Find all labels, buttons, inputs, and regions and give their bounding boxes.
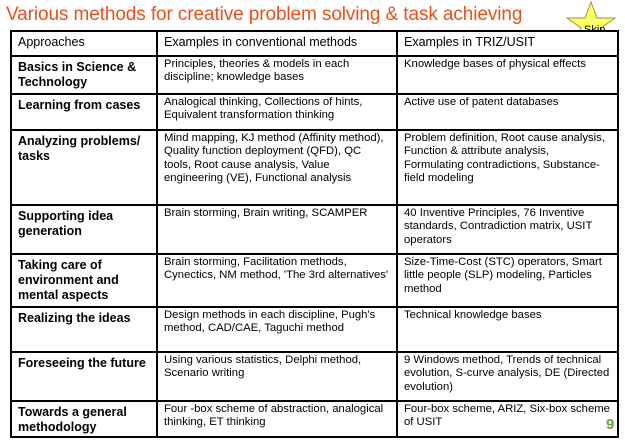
table-row <box>11 352 618 401</box>
approach-cell: Taking care of environment and mental aspects <box>11 254 157 307</box>
page-number: 9 <box>606 416 615 433</box>
conventional-cell: Brain storming, Brain writing, SCAMPER <box>157 205 397 254</box>
triz-usit-cell: Knowledge bases of physical effects <box>397 56 618 94</box>
slide-title: Various methods for creative problem solving & task achieving <box>6 4 523 25</box>
conventional-cell: Four -box scheme of abstraction, analogical thinking, ET thinking <box>157 401 397 437</box>
methods-table <box>10 30 619 438</box>
triz-usit-cell: Four-box scheme, ARIZ, Six-box scheme of USIT <box>397 401 618 437</box>
conventional-cell: Analogical thinking, Collections of hints, Equivalent transformation thinking <box>157 94 397 130</box>
triz-usit-cell: 9 Windows method, Trends of technical evolution, S-curve analysis, DE (Directed evolution) <box>397 352 618 401</box>
table-row <box>11 254 618 307</box>
approach-cell: Supporting idea generation <box>11 205 157 254</box>
triz-usit-cell: Active use of patent databases <box>397 94 618 130</box>
conventional-cell: Brain storming, Facilitation methods, Cynectics, NM method, 'The 3rd alternatives' <box>157 254 397 307</box>
triz-usit-cell: 40 Inventive Principles, 76 Inventive standards, Contradiction matrix, USIT operators <box>397 205 618 254</box>
conventional-cell: Using various statistics, Delphi method, Scenario writing <box>157 352 397 401</box>
conventional-cell: Principles, theories & models in each discipline; knowledge bases <box>157 56 397 94</box>
triz-usit-cell: Size-Time-Cost (STC) operators, Smart little people (SLP) modeling, Particles method <box>397 254 618 307</box>
triz-usit-cell: Problem definition, Root cause analysis, Function & attribute analysis, Formulating contradictions, Substance-field modeling <box>397 130 618 205</box>
approach-cell: Realizing the ideas <box>11 307 157 352</box>
header-conventional: Examples in conventional methods <box>157 31 397 56</box>
table-row <box>11 205 618 254</box>
conventional-cell: Design methods in each discipline, Pugh's method, CAD/CAE, Taguchi method <box>157 307 397 352</box>
table-row <box>11 401 618 437</box>
table-row <box>11 56 618 94</box>
approach-cell: Learning from cases <box>11 94 157 130</box>
table-row <box>11 307 618 352</box>
approach-cell: Foreseeing the future <box>11 352 157 401</box>
approach-cell: Basics in Science & Technology <box>11 56 157 94</box>
table-row <box>11 130 618 205</box>
header-triz-usit: Examples in TRIZ/USIT <box>397 31 618 56</box>
conventional-cell: Mind mapping, KJ method (Affinity method), Quality function deployment (QFD), QC tools, Root cause analysis, Value engineering (VE), Functional analysis <box>157 130 397 205</box>
header-approaches: Approaches <box>11 31 157 56</box>
triz-usit-cell: Technical knowledge bases <box>397 307 618 352</box>
approach-cell: Analyzing problems/ tasks <box>11 130 157 205</box>
approach-cell: Towards a general methodology <box>11 401 157 437</box>
table-header-row <box>11 31 618 56</box>
table-row <box>11 94 618 130</box>
